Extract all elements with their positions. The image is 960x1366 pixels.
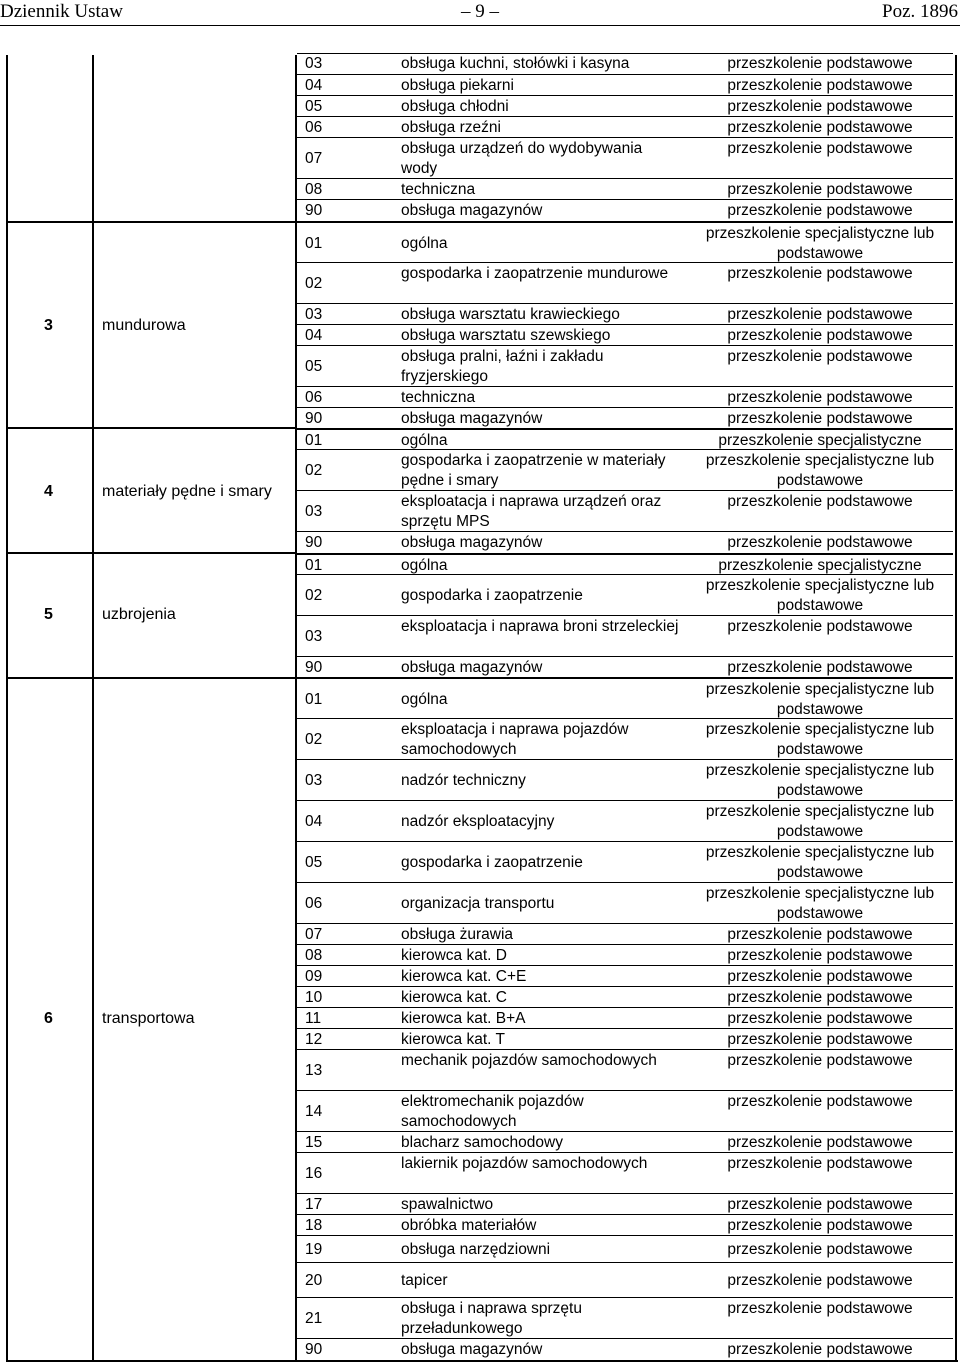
row-specialty: obsługa warsztatu szewskiego <box>401 326 611 344</box>
row-training: przeszkolenie podstawowe <box>727 988 913 1006</box>
row-code: 13 <box>305 1061 323 1079</box>
row-code: 14 <box>305 1102 323 1120</box>
row-specialty: obsługa magazynów <box>401 533 543 551</box>
row-specialty: obsługa piekarni <box>401 76 514 94</box>
row-code: 17 <box>305 1195 323 1213</box>
row-training: przeszkolenie specjalistyczne lub podstawowe <box>705 224 935 262</box>
row-code: 16 <box>305 1164 323 1182</box>
table-row <box>297 428 953 451</box>
row-specialty: techniczna <box>401 180 476 198</box>
row-training: przeszkolenie specjalistyczne lub podstawowe <box>705 761 935 799</box>
table-row <box>297 1262 953 1298</box>
table-row <box>297 1152 953 1194</box>
row-code: 01 <box>305 690 323 708</box>
row-specialty: obsługa urządzeń do wydobywania wody <box>401 140 643 177</box>
table-row <box>297 1049 953 1091</box>
row-training: przeszkolenie podstawowe <box>727 265 913 282</box>
row-training: przeszkolenie podstawowe <box>727 409 913 427</box>
table-row <box>297 1214 953 1236</box>
row-training: przeszkolenie podstawowe <box>727 388 913 406</box>
row-training: przeszkolenie podstawowe <box>727 201 913 219</box>
row-specialty: obsługa kuchni, stołówki i kasyna <box>401 55 630 72</box>
row-training: przeszkolenie podstawowe <box>727 1030 913 1048</box>
table-row <box>297 490 953 532</box>
table-row <box>297 1090 953 1132</box>
table-row <box>297 1235 953 1263</box>
row-code: 01 <box>305 234 323 252</box>
group-name: transportowa <box>102 1010 195 1027</box>
row-training: przeszkolenie podstawowe <box>727 97 913 115</box>
table-row <box>297 841 953 883</box>
row-specialty: obsługa rzeźni <box>401 118 501 136</box>
row-specialty: eksploatacja i naprawa broni strzeleckiej <box>401 618 679 635</box>
header-rule <box>0 25 960 26</box>
row-specialty: blacharz samochodowy <box>401 1133 563 1151</box>
row-training: przeszkolenie podstawowe <box>727 1341 913 1358</box>
group-number: 5 <box>44 606 53 623</box>
row-code: 02 <box>305 274 323 292</box>
row-training: przeszkolenie podstawowe <box>727 118 913 136</box>
table-row <box>297 553 953 576</box>
table-row <box>297 1297 953 1339</box>
row-code: 08 <box>305 946 323 964</box>
table-row <box>297 303 953 325</box>
row-code: 06 <box>305 388 323 406</box>
row-code: 09 <box>305 967 323 985</box>
table-row <box>297 1028 953 1050</box>
row-specialty: ogólna <box>401 556 448 574</box>
row-code: 20 <box>305 1271 323 1289</box>
row-specialty: lakiernik pojazdów samochodowych <box>401 1155 648 1172</box>
group-row <box>8 221 295 427</box>
row-training: przeszkolenie specjalistyczne <box>718 556 922 574</box>
row-specialty: obróbka materiałów <box>401 1216 537 1234</box>
row-specialty: obsługa pralni, łaźni i zakładu fryzjerskiego <box>401 348 604 385</box>
row-training: przeszkolenie podstawowe <box>727 1155 913 1172</box>
row-code: 10 <box>305 988 323 1006</box>
row-training: przeszkolenie podstawowe <box>727 533 913 551</box>
table-row <box>297 95 953 117</box>
page-header <box>0 0 960 26</box>
row-specialty: obsługa magazynów <box>401 201 543 219</box>
row-code: 11 <box>305 1009 322 1027</box>
row-specialty: ogólna <box>401 431 448 449</box>
table-row <box>297 718 953 760</box>
row-training: przeszkolenie podstawowe <box>727 946 913 964</box>
row-training: przeszkolenie podstawowe <box>727 76 913 94</box>
row-training: przeszkolenie podstawowe <box>727 1300 913 1317</box>
group-number: 6 <box>44 1010 53 1027</box>
row-training: przeszkolenie podstawowe <box>727 1240 913 1258</box>
row-code: 04 <box>305 326 323 344</box>
group-row <box>8 677 295 1361</box>
table-row <box>297 965 953 987</box>
table-row <box>297 53 953 74</box>
row-specialty: obsługa magazynów <box>401 1341 543 1358</box>
row-specialty: obsługa magazynów <box>401 409 543 427</box>
row-specialty: kierowca kat. T <box>401 1030 505 1048</box>
row-code: 90 <box>305 1341 323 1358</box>
table-row <box>297 74 953 96</box>
page-number: – 9 – <box>461 1 499 22</box>
group-number: 4 <box>44 483 53 500</box>
row-specialty: obsługa chłodni <box>401 97 509 115</box>
row-training: przeszkolenie podstawowe <box>727 326 913 344</box>
row-code: 21 <box>305 1309 323 1327</box>
row-training: przeszkolenie podstawowe <box>727 1216 913 1234</box>
table-row <box>297 615 953 657</box>
row-specialty: techniczna <box>401 388 476 406</box>
table-row <box>297 178 953 200</box>
row-training: przeszkolenie podstawowe <box>727 180 913 198</box>
row-code: 07 <box>305 149 323 167</box>
row-specialty: tapicer <box>401 1271 448 1289</box>
table-row <box>297 759 953 801</box>
row-training: przeszkolenie specjalistyczne <box>718 431 922 449</box>
table-row <box>297 882 953 924</box>
row-training: przeszkolenie podstawowe <box>727 967 913 985</box>
table-row <box>297 1131 953 1153</box>
table-row <box>297 199 953 221</box>
row-training: przeszkolenie specjalistyczne lub podstawowe <box>705 720 935 758</box>
row-training: przeszkolenie podstawowe <box>727 1195 913 1213</box>
group-name: uzbrojenia <box>102 606 176 623</box>
row-specialty: gospodarka i zaopatrzenie w materiały pędne i smary <box>401 452 666 489</box>
row-specialty: obsługa narzędziowni <box>401 1240 551 1258</box>
table-row <box>297 345 953 387</box>
table-row <box>297 324 953 346</box>
row-specialty: elektromechanik pojazdów samochodowych <box>401 1093 584 1130</box>
row-training: przeszkolenie specjalistyczne lub podstawowe <box>705 680 935 718</box>
row-specialty: eksploatacja i naprawa pojazdów samochodowych <box>401 721 629 758</box>
row-specialty: nadzór eksploatacyjny <box>401 812 555 830</box>
row-training: przeszkolenie podstawowe <box>727 1093 913 1110</box>
table-row <box>297 116 953 138</box>
row-training: przeszkolenie podstawowe <box>727 305 913 323</box>
table-row <box>297 923 953 945</box>
table-row <box>297 262 953 304</box>
group-number: 3 <box>44 317 53 334</box>
table-row <box>297 656 953 678</box>
row-training: przeszkolenie specjalistyczne lub podstawowe <box>705 843 935 881</box>
row-training: przeszkolenie specjalistyczne lub podstawowe <box>705 452 935 489</box>
row-training: przeszkolenie specjalistyczne lub podstawowe <box>705 802 935 840</box>
row-code: 15 <box>305 1133 323 1151</box>
row-code: 06 <box>305 894 323 912</box>
row-code: 07 <box>305 925 323 943</box>
row-code: 06 <box>305 118 323 136</box>
row-specialty: gospodarka i zaopatrzenie mundurowe <box>401 265 669 282</box>
row-specialty: kierowca kat. C+E <box>401 967 527 985</box>
table-row <box>297 531 953 553</box>
row-training: przeszkolenie podstawowe <box>727 925 913 943</box>
table-row <box>297 986 953 1008</box>
row-specialty: kierowca kat. B+A <box>401 1009 526 1027</box>
row-code: 01 <box>305 556 323 574</box>
journal-title: Dziennik Ustaw <box>0 1 123 22</box>
row-specialty: gospodarka i zaopatrzenie <box>401 586 583 604</box>
row-code: 03 <box>305 771 323 789</box>
row-code: 04 <box>305 812 323 830</box>
table-row <box>297 1338 953 1361</box>
row-code: 03 <box>305 305 323 323</box>
row-specialty: mechanik pojazdów samochodowych <box>401 1052 657 1069</box>
row-training: przeszkolenie podstawowe <box>727 140 913 157</box>
row-code: 90 <box>305 533 323 551</box>
table-row <box>297 137 953 179</box>
row-code: 18 <box>305 1216 323 1234</box>
row-specialty: kierowca kat. D <box>401 946 507 964</box>
group-row <box>8 552 295 677</box>
row-training: przeszkolenie podstawowe <box>727 493 913 510</box>
table-row <box>297 407 953 429</box>
row-training: przeszkolenie podstawowe <box>727 348 913 365</box>
row-code: 02 <box>305 730 323 748</box>
row-code: 90 <box>305 409 323 427</box>
row-training: przeszkolenie podstawowe <box>727 1009 913 1027</box>
table-row <box>297 1193 953 1215</box>
row-specialty: ogólna <box>401 234 448 252</box>
row-training: przeszkolenie podstawowe <box>727 55 913 72</box>
row-code: 05 <box>305 853 323 871</box>
row-code: 90 <box>305 201 323 219</box>
group-name: materiały pędne i smary <box>102 483 272 500</box>
row-code: 01 <box>305 431 323 449</box>
row-code: 08 <box>305 180 323 198</box>
row-specialty: obsługa warsztatu krawieckiego <box>401 305 620 323</box>
row-code: 02 <box>305 586 323 604</box>
row-training: przeszkolenie podstawowe <box>727 658 913 676</box>
row-training: przeszkolenie specjalistyczne lub podstawowe <box>705 884 935 922</box>
row-training: przeszkolenie specjalistyczne lub podstawowe <box>705 576 935 614</box>
row-specialty: kierowca kat. C <box>401 988 507 1006</box>
row-training: przeszkolenie podstawowe <box>727 1271 913 1289</box>
row-training: przeszkolenie podstawowe <box>727 1133 913 1151</box>
row-code: 03 <box>305 55 323 72</box>
row-specialty: obsługa magazynów <box>401 658 543 676</box>
table-row <box>297 574 953 616</box>
row-specialty: spawalnictwo <box>401 1195 494 1213</box>
table-row <box>297 449 953 491</box>
row-specialty: gospodarka i zaopatrzenie <box>401 853 583 871</box>
row-code: 19 <box>305 1240 323 1258</box>
row-code: 05 <box>305 97 323 115</box>
table-row <box>297 944 953 966</box>
row-code: 03 <box>305 627 323 645</box>
row-specialty: nadzór techniczny <box>401 771 526 789</box>
table-row <box>297 386 953 408</box>
row-code: 02 <box>305 461 323 479</box>
position-number: Poz. 1896 <box>882 1 958 22</box>
row-code: 04 <box>305 76 323 94</box>
row-training: przeszkolenie podstawowe <box>727 1052 913 1069</box>
row-code: 12 <box>305 1030 323 1048</box>
row-code: 03 <box>305 502 323 520</box>
row-specialty: ogólna <box>401 690 448 708</box>
row-code: 90 <box>305 658 323 676</box>
row-specialty: organizacja transportu <box>401 894 555 912</box>
table-row <box>297 1007 953 1029</box>
row-specialty: eksploatacja i naprawa urządzeń oraz sprzętu MPS <box>401 493 662 530</box>
row-specialty: obsługa żurawia <box>401 925 514 943</box>
table-row <box>297 221 953 264</box>
row-specialty: obsługa i naprawa sprzętu przeładunkowego <box>401 1300 582 1337</box>
table-row <box>297 677 953 720</box>
table-row <box>297 800 953 842</box>
row-training: przeszkolenie podstawowe <box>727 618 913 635</box>
row-code: 05 <box>305 357 323 375</box>
group-name: mundurowa <box>102 317 186 334</box>
group-row <box>8 427 295 552</box>
